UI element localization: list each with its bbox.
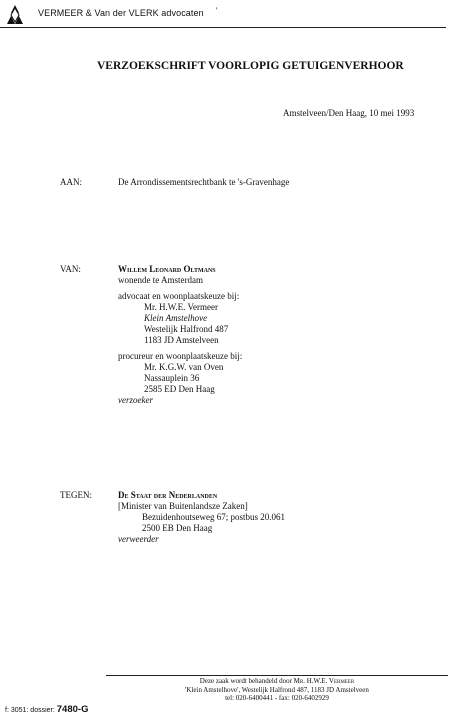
- respondent-city: 2500 EB Den Haag: [142, 523, 213, 533]
- respondent-block: [118, 490, 285, 545]
- dossier-number: 7480-G: [56, 704, 89, 715]
- footer-address: 'Klein Amstelhove', Westelijk Halfrond 487, 1183 JD Amstelveen: [185, 685, 369, 694]
- letterhead-rule: [0, 27, 446, 28]
- advocaat-name: Mr. H.W.E. Vermeer: [144, 302, 218, 312]
- petitioner-residence: wonende te Amsterdam: [118, 275, 203, 285]
- firm-logo-icon: [4, 4, 26, 26]
- respondent-role: verweerder: [118, 534, 159, 544]
- addressee-court: De Arrondissementsrechtbank te 's-Gravenhage: [118, 177, 290, 187]
- dossier-reference: [5, 704, 88, 715]
- petitioner-role: verzoeker: [118, 395, 153, 405]
- advocaat-intro: advocaat en woonplaatskeuze bij:: [118, 291, 240, 301]
- footer-lawyer-name: Mr. H.W.E. Vermeer: [293, 677, 355, 685]
- date-line: Amstelveen/Den Haag, 10 mei 1993: [283, 108, 415, 118]
- procureur-street: Nassauplein 36: [144, 373, 200, 383]
- van-label: VAN:: [60, 264, 81, 274]
- procureur-intro: procureur en woonplaatskeuze bij:: [118, 351, 243, 361]
- petitioner-name: Willem Leonard Oltmans: [118, 264, 216, 274]
- tegen-label: TEGEN:: [60, 490, 92, 500]
- footer-rule: [106, 675, 448, 676]
- firm-name: VERMEER & Van der VLERK advocaten: [38, 8, 204, 18]
- respondent-minister: [Minister van Buitenlandsze Zaken]: [118, 501, 248, 511]
- footer-handled-by: Deze zaak wordt behandeld door: [199, 677, 292, 685]
- document-title: VERZOEKSCHRIFT VOORLOPIG GETUIGENVERHOOR: [97, 60, 404, 72]
- procureur-city: 2585 ED Den Haag: [144, 384, 215, 394]
- respondent-street: Bezuidenhoutseweg 67; postbus 20.061: [142, 512, 285, 522]
- petitioner-block: [118, 264, 242, 406]
- advocaat-street: Westelijk Halfrond 487: [144, 324, 229, 334]
- dossier-prefix: f: 3051: dossier:: [5, 707, 55, 714]
- aan-label: AAN:: [60, 177, 82, 187]
- respondent-name: De Staat der Nederlanden: [118, 490, 218, 500]
- advocaat-office: Klein Amstelhove: [144, 313, 208, 323]
- footer-block: [106, 677, 448, 703]
- letterhead-mark: ': [216, 6, 218, 15]
- advocaat-city: 1183 JD Amstelveen: [144, 335, 219, 345]
- footer-phone-fax: tel: 020-6400441 - fax: 020-6402929: [225, 694, 329, 702]
- procureur-name: Mr. K.G.W. van Oven: [144, 362, 224, 372]
